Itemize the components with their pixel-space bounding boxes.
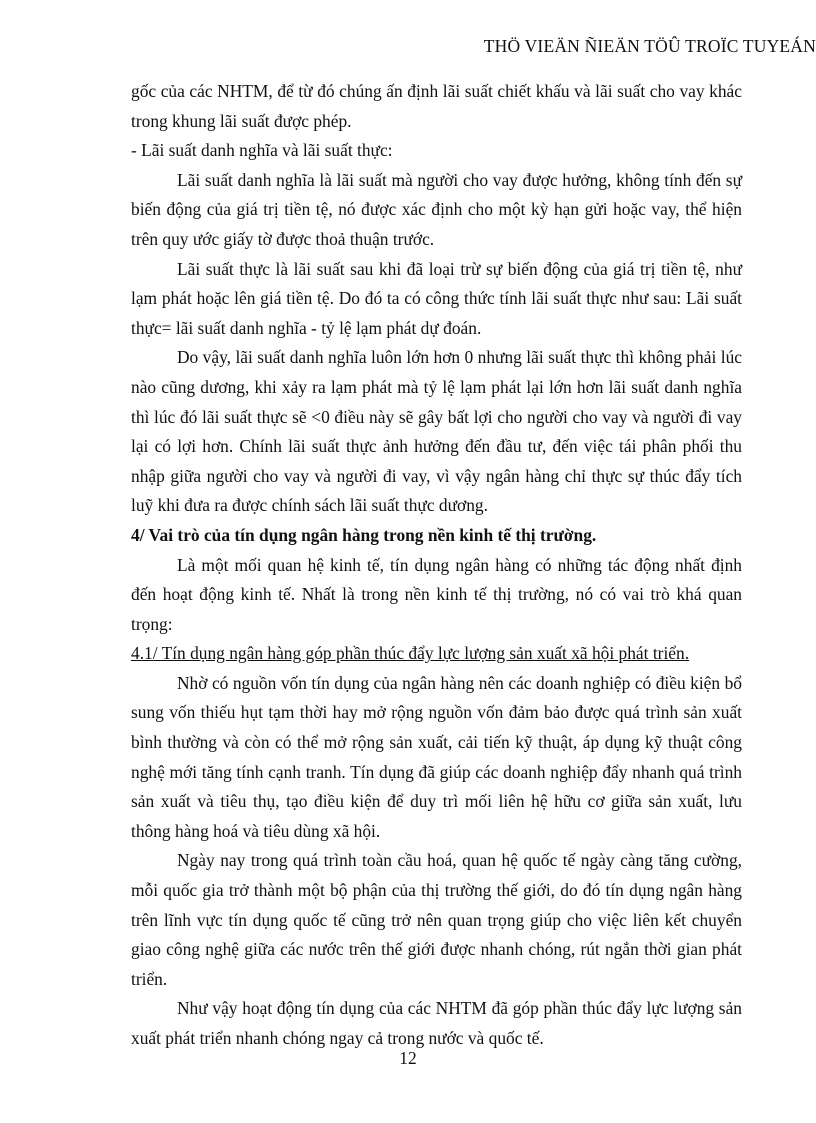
paragraph-consequence: Do vậy, lãi suất danh nghĩa luôn lớn hơn 0 nhưng lãi suất thực thì không phải lúc nào cũng dương, khi xảy ra lạm phát mà tỷ lệ lạm phát lại lớn hơn lãi suất danh nghĩa thì lúc đó lãi suất thực sẽ <0 điều này sẽ gây bất lợi cho người cho vay và người đi vay lại có lợi hơn. Chính lãi suất thực ảnh hưởng đến đầu tư, đến việc tái phân phối thu nhập giữa người cho vay và người đi vay, vì vậy ngân hàng chỉ thực sự thúc đẩy tích luỹ khi đưa ra được chính sách lãi suất thực dương. xyxy=(131,347,742,516)
subsection-heading: 4.1/ Tín dụng ngân hàng góp phần thúc đẩy lực lượng sản xuất xã hội phát triển. xyxy=(131,643,690,664)
paragraph-real-rate: Lãi suất thực là lãi suất sau khi đã loại trừ sự biến động của giá trị tiền tệ, như lạm phát hoặc lên giá tiền tệ. Do đó ta có công thức tính lãi suất thực như sau: Lãi suất thực= lãi suất danh nghĩa - tỷ lệ lạm phát dự đoán. xyxy=(131,258,742,338)
paragraph-role-intro: Là một mối quan hệ kinh tế, tín dụng ngân hàng có những tác động nhất định đến hoạt động kinh tế. Nhất là trong nền kinh tế thị trường, nó có vai trò khá quan trọng: xyxy=(131,554,742,634)
running-header: THÖ VIEÄN ÑIEÄN TÖÛ TROÏC TUYEÁN xyxy=(483,36,816,56)
document-body xyxy=(131,77,742,1054)
paragraph-continuation: gốc của các NHTM, để từ đó chúng ấn định lãi suất chiết khấu và lãi suất cho vay khác trong khung lãi suất được phép. xyxy=(131,81,742,131)
paragraph-globalization: Ngày nay trong quá trình toàn cầu hoá, quan hệ quốc tế ngày càng tăng cường, mỗi quốc gia trở thành một bộ phận của thị trường thế giới, do đó tín dụng ngân hàng trên lĩnh vực tín dụng quốc tế cũng trở nên quan trọng giúp cho việc liên kết chuyển giao công nghệ giữa các nước trên thế giới được nhanh chóng, rút ngắn thời gian phát triển. xyxy=(131,850,742,989)
paragraph-capital: Nhờ có nguồn vốn tín dụng của ngân hàng nên các doanh nghiệp có điều kiện bổ sung vốn thiếu hụt tạm thời hay mở rộng nguồn vốn đảm bảo được quá trình sản xuất bình thường và còn có thể mở rộng sản xuất, cải tiến kỹ thuật, áp dụng kỹ thuật công nghệ mới tăng tính cạnh tranh. Tín dụng đã giúp các doanh nghiệp đẩy nhanh quá trình sản xuất và tiêu thụ, tạo điều kiện để duy trì mối liên hệ hữu cơ giữa sản xuất, lưu thông hàng hoá và tiêu dùng xã hội. xyxy=(131,672,742,841)
page-number: 12 xyxy=(399,1048,417,1068)
paragraph-nominal-rate: Lãi suất danh nghĩa là lãi suất mà người cho vay được hưởng, không tính đến sự biến động của giá trị tiền tệ, nó được xác định cho một kỳ hạn gửi hoặc vay, thể hiện trên quy ước giấy tờ được thoả thuận trước. xyxy=(131,169,742,249)
section-heading: 4/ Vai trò của tín dụng ngân hàng trong nền kinh tế thị trường. xyxy=(131,524,597,545)
subheading-nominal-real-rate: - Lãi suất danh nghĩa và lãi suất thực: xyxy=(131,140,393,161)
paragraph-conclusion: Như vậy hoạt động tín dụng của các NHTM đã góp phần thúc đẩy lực lượng sản xuất phát triển nhanh chóng ngay cả trong nước và quốc tế. xyxy=(131,998,742,1048)
